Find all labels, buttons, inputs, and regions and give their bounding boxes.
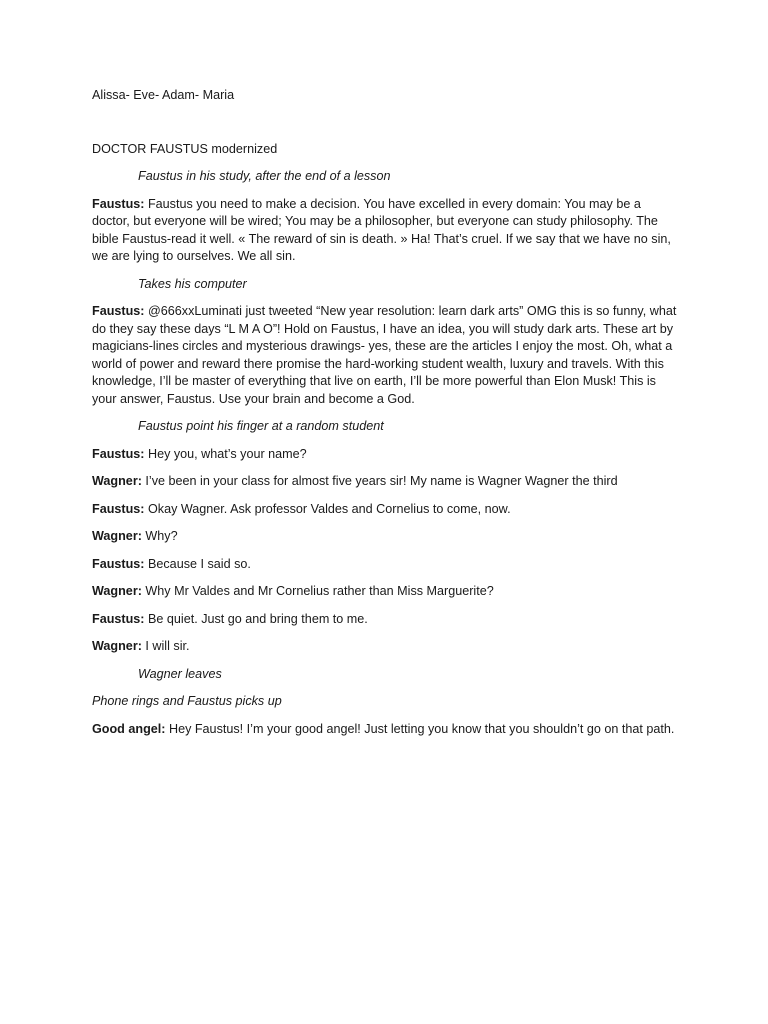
dialogue-line: [92, 583, 678, 601]
stage-direction: Faustus point his finger at a random student: [138, 419, 384, 433]
speaker-name: Faustus:: [92, 501, 145, 516]
dialogue-text: Why?: [141, 529, 178, 543]
speaker-name: Wagner:: [92, 584, 142, 598]
document-title: DOCTOR FAUSTUS modernized: [92, 141, 278, 156]
stage-direction: Faustus in his study, after the end of a lesson: [138, 169, 391, 183]
dialogue-text: Be quiet. Just go and bring them to me.: [144, 611, 368, 626]
dialogue-line: [92, 303, 678, 408]
speaker-name: Faustus:: [92, 446, 145, 461]
dialogue-text: @666xxLuminati just tweeted “New year resolution: learn dark arts” OMG this is so funny, what do they say these days “L M A O”! Hold on Faustus, I have an idea, you will study dark arts. These art by magicians-lines circles and mysterious drawings- yes, these are the articles I enjoy the most. Oh, what a world of power and reward there promise the hard-working student wealth, luxury and travels. With this knowledge, I’ll be master of everything that live on earth, I’ll be more powerful than Elon Musk! This is your answer, Faustus. Use your brain and become a God.: [92, 304, 677, 406]
dialogue-text: Hey Faustus! I’m your good angel! Just letting you know that you shouldn’t go on that path.: [165, 721, 675, 736]
dialogue-line: [92, 196, 678, 266]
dialogue-text: Okay Wagner. Ask professor Valdes and Cornelius to come, now.: [144, 501, 511, 516]
dialogue-line: [92, 611, 678, 629]
stage-direction: Phone rings and Faustus picks up: [92, 694, 282, 708]
speaker-name: Faustus:: [92, 556, 145, 571]
speaker-name: Faustus:: [92, 304, 145, 318]
dialogue-text: Hey you, what’s your name?: [144, 446, 307, 461]
dialogue-line: [92, 473, 678, 491]
stage-direction: Takes his computer: [138, 276, 247, 291]
dialogue-text: Faustus you need to make a decision. You have excelled in every domain: You may be a doctor, but everyone will be wired; You may be a philosopher, but everyone can study philosophy. The bible Faustus-read it well. « The reward of sin is death. » Ha! That’s cruel. If we say that we have no sin, we are lying to ourselves. We all sin.: [92, 196, 671, 263]
speaker-name: Wagner:: [92, 474, 142, 488]
stage-direction: Wagner leaves: [138, 666, 222, 681]
dialogue-line: [92, 446, 678, 464]
dialogue-text: Because I said so.: [144, 556, 251, 571]
speaker-name: Faustus:: [92, 611, 145, 626]
speaker-name: Faustus:: [92, 196, 145, 211]
speaker-name: Good angel:: [92, 721, 166, 736]
dialogue-text: I will sir.: [141, 639, 190, 653]
dialogue-text: Why Mr Valdes and Mr Cornelius rather than Miss Marguerite?: [141, 584, 494, 598]
dialogue-line: [92, 638, 678, 656]
dialogue-text: I’ve been in your class for almost five years sir! My name is Wagner Wagner the third: [141, 474, 618, 488]
dialogue-line: [92, 721, 678, 739]
dialogue-line: [92, 556, 678, 574]
dialogue-line: [92, 528, 678, 546]
author-list: Alissa- Eve- Adam- Maria: [92, 88, 235, 102]
dialogue-line: [92, 501, 678, 519]
speaker-name: Wagner:: [92, 529, 142, 543]
speaker-name: Wagner:: [92, 639, 142, 653]
script-body: [92, 168, 678, 738]
